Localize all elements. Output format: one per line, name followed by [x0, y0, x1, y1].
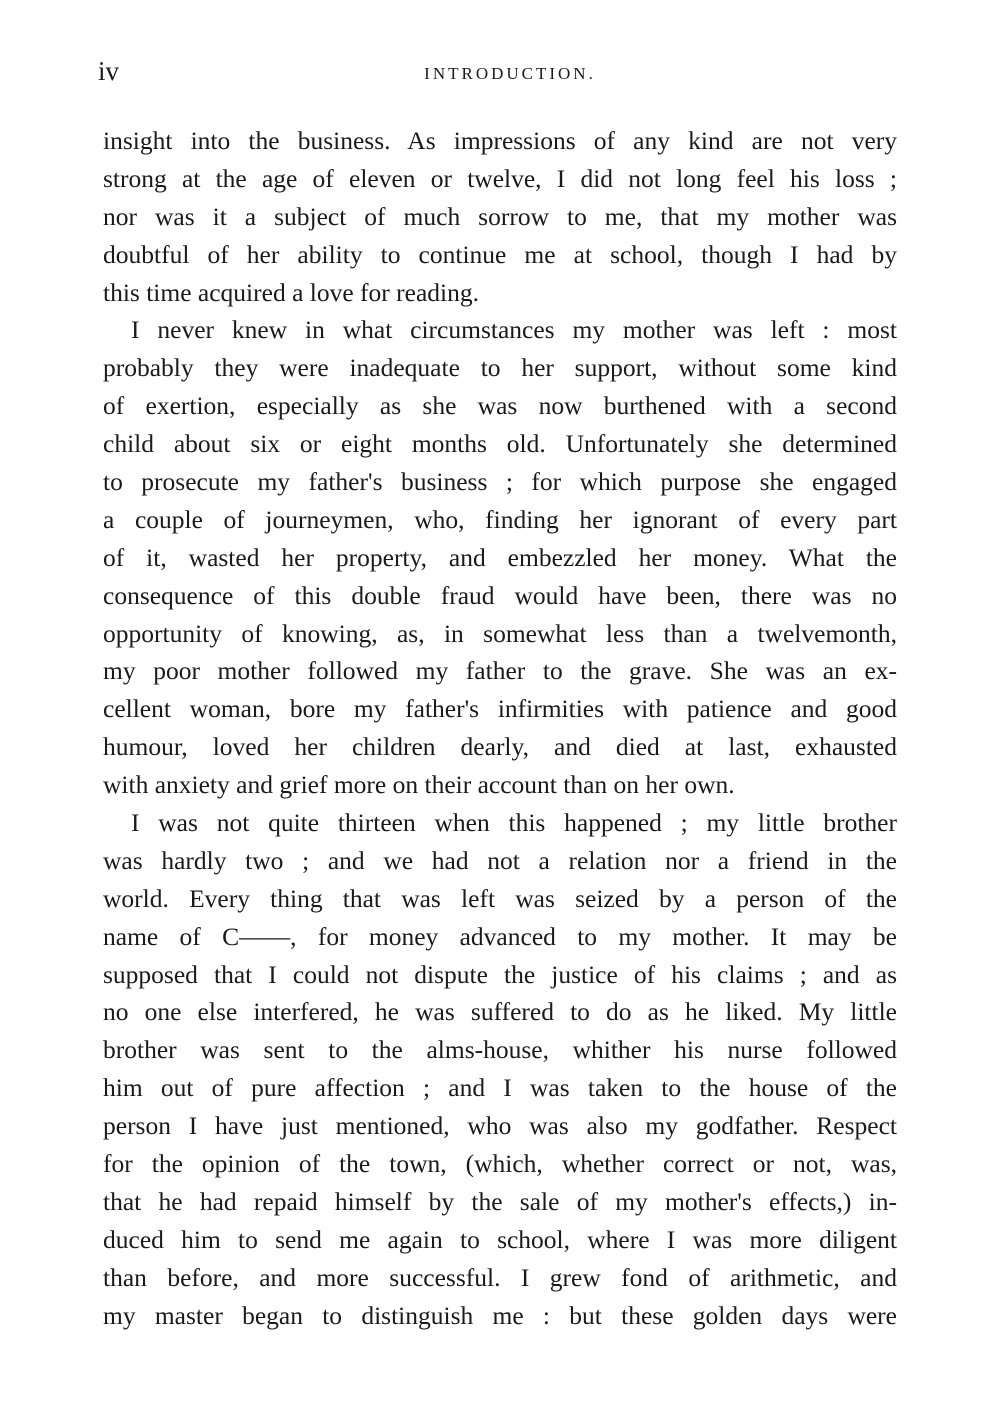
- text-line: brother was sent to the alms-house, whither his nurse followed: [103, 1035, 897, 1065]
- text-line: doubtful of her ability to continue me at school, though I had by: [103, 239, 897, 269]
- text-line: him out of pure affection ; and I was taken to the house of the: [103, 1073, 897, 1103]
- page-number: iv: [98, 56, 120, 86]
- text-line: that he had repaid himself by the sale of my mother's effects,) in-: [103, 1186, 897, 1216]
- text-line: I never knew in what circumstances my mother was left : most: [131, 315, 897, 345]
- text-line: no one else interfered, he was suffered to do as he liked. My little: [103, 997, 897, 1027]
- text-line: of exertion, especially as she was now burthened with a second: [103, 391, 897, 421]
- text-line: nor was it a subject of much sorrow to me, that my mother was: [103, 201, 897, 231]
- text-line: with anxiety and grief more on their account than on her own.: [103, 770, 735, 800]
- text-line: than before, and more successful. I grew fond of arithmetic, and: [103, 1262, 897, 1292]
- text-line: a couple of journeymen, who, finding her ignorant of every part: [103, 504, 897, 534]
- text-line: my poor mother followed my father to the grave. She was an ex-: [103, 656, 897, 686]
- text-line: probably they were inadequate to her support, without some kind: [103, 353, 897, 383]
- text-line: was hardly two ; and we had not a relation nor a friend in the: [103, 845, 897, 875]
- text-line: name of C——, for money advanced to my mother. It may be: [103, 921, 897, 951]
- text-line: world. Every thing that was left was seized by a person of the: [103, 883, 897, 913]
- text-line: person I have just mentioned, who was also my godfather. Respect: [103, 1111, 897, 1141]
- text-line: humour, loved her children dearly, and died at last, exhausted: [103, 732, 897, 762]
- text-line: for the opinion of the town, (which, whether correct or not, was,: [103, 1149, 897, 1179]
- text-line: insight into the business. As impressions of any kind are not very: [103, 126, 897, 155]
- text-line: duced him to send me again to school, where I was more diligent: [103, 1224, 897, 1254]
- running-title: INTRODUCTION.: [424, 64, 596, 83]
- text-line: consequence of this double fraud would have been, there was no: [103, 580, 897, 610]
- text-line: to prosecute my father's business ; for which purpose she engaged: [103, 467, 897, 497]
- text-line: supposed that I could not dispute the justice of his claims ; and as: [103, 959, 897, 989]
- text-line: strong at the age of eleven or twelve, I did not long feel his loss ;: [103, 163, 897, 193]
- body-text: [103, 122, 897, 1335]
- text-line: I was not quite thirteen when this happened ; my little brother: [131, 808, 897, 838]
- text-line: opportunity of knowing, as, in somewhat less than a twelvemonth,: [103, 618, 897, 648]
- text-line: cellent woman, bore my father's infirmities with patience and good: [103, 694, 897, 724]
- text-line: child about six or eight months old. Unfortunately she determined: [103, 429, 897, 459]
- text-line: of it, wasted her property, and embezzled her money. What the: [103, 542, 897, 572]
- text-line: this time acquired a love for reading.: [103, 277, 479, 307]
- text-line: my master began to distinguish me : but these golden days were: [103, 1300, 897, 1330]
